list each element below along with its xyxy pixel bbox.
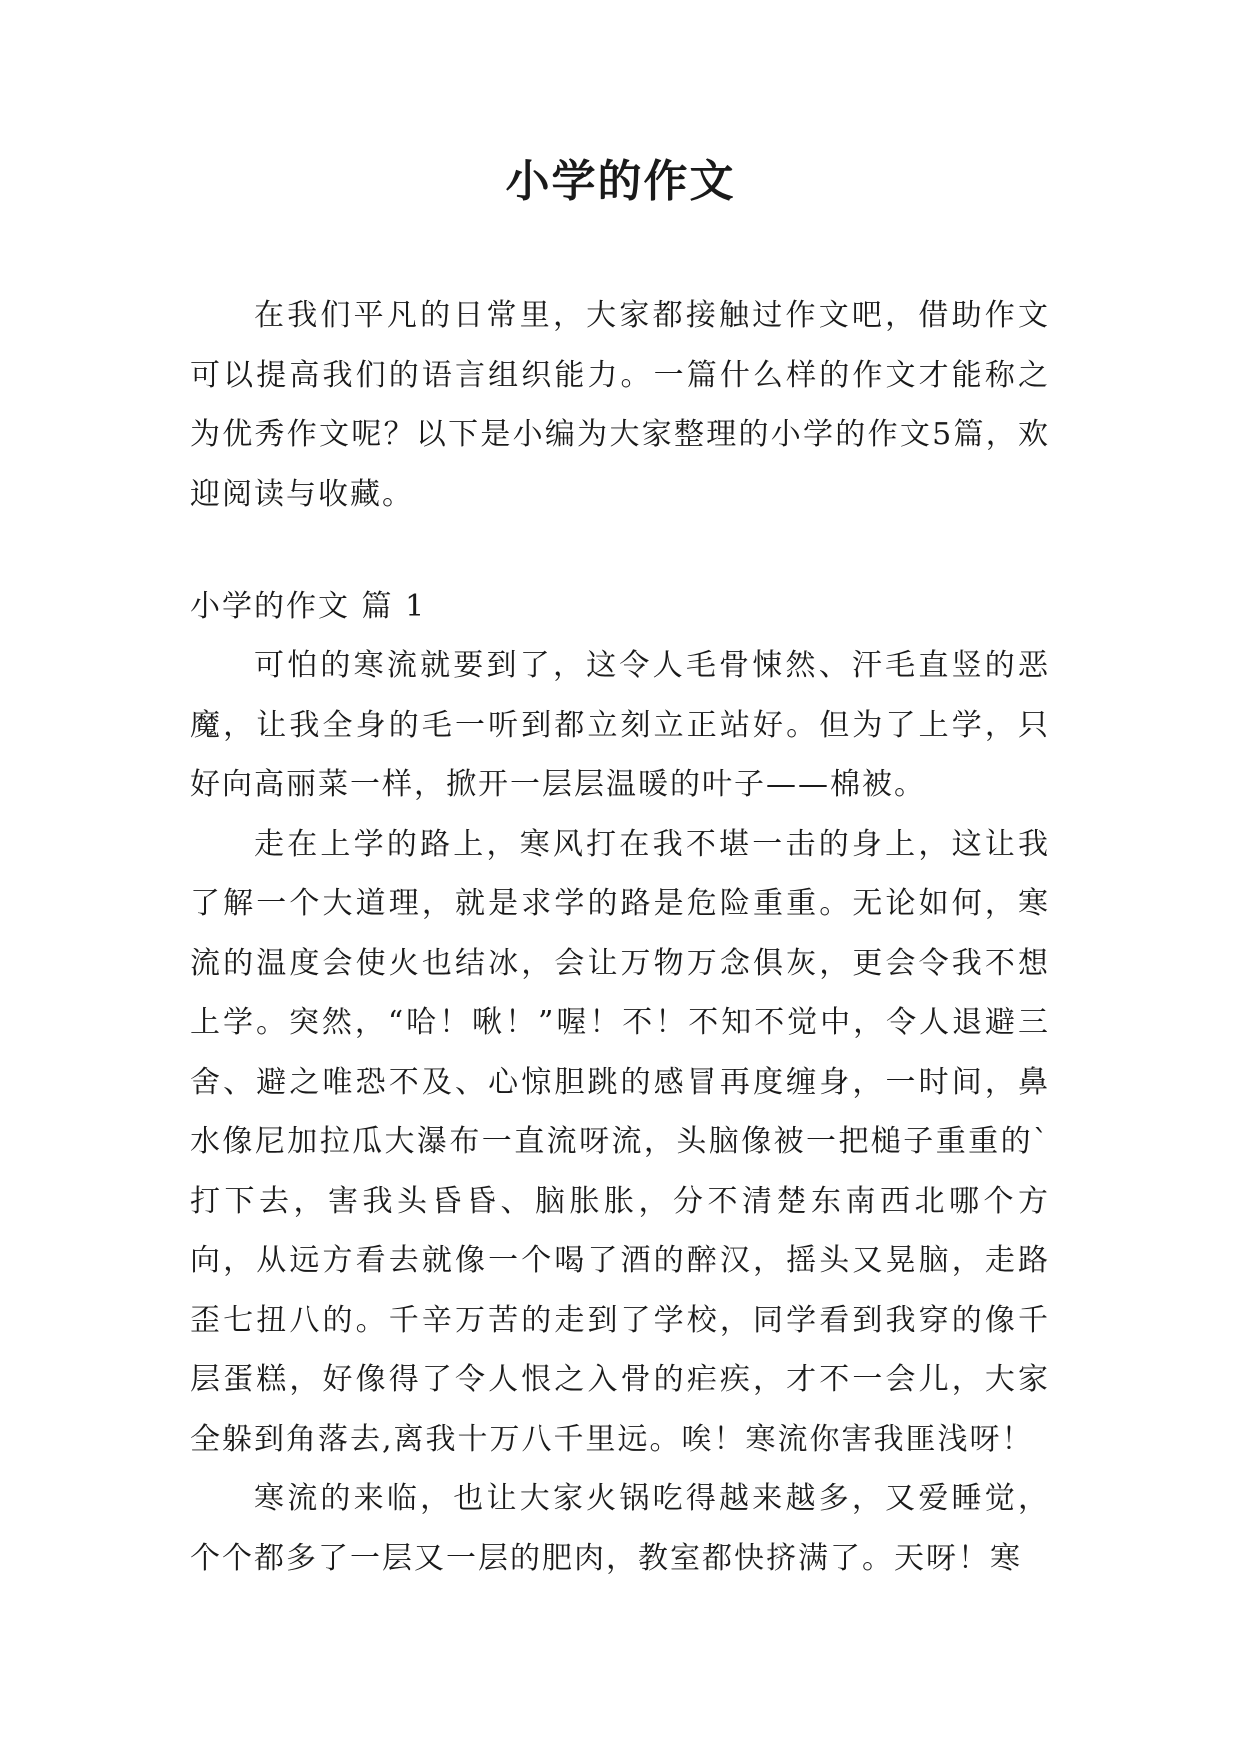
article-body	[190, 636, 1050, 1588]
article-paragraph-3: 寒流的来临，也让大家火锅吃得越来越多，又爱睡觉，个个都多了一层又一层的肥肉，教室都快挤满了。天呀！寒	[190, 1481, 1050, 1576]
article-paragraph-1: 可怕的寒流就要到了，这令人毛骨悚然、汗毛直竖的恶魔，让我全身的毛一听到都立刻立正站好。但为了上学，只好向高丽菜一样，掀开一层层温暖的叶子——棉被。	[190, 648, 1050, 802]
section-heading: 小学的作文 篇 1	[190, 589, 427, 624]
intro-block	[190, 286, 1050, 524]
article-paragraph-2: 走在上学的路上，寒风打在我不堪一击的身上，这让我了解一个大道理，就是求学的路是危险重重。无论如何，寒流的温度会使火也结冰，会让万物万念俱灰，更会令我不想上学。突然，“哈！啾！”喔！不！不知不觉中，令人退避三舍、避之唯恐不及、心惊胆跳的感冒再度缠身，一时间，鼻水像尼加拉瓜大瀑布一直流呀流，头脑像被一把槌子重重的`打下去，害我头昏昏、脑胀胀，分不清楚东南西北哪个方向，从远方看去就像一个喝了酒的醉汉，摇头又晃脑，走路歪七扭八的。千辛万苦的走到了学校，同学看到我穿的像千层蛋糕，好像得了令人恨之入骨的疟疾，才不一会儿，大家全躲到角落去,离我十万八千里远。唉！寒流你害我匪浅呀！	[190, 826, 1050, 1457]
document-title: 小学的作文	[505, 156, 736, 207]
intro-paragraph: 在我们平凡的日常里，大家都接触过作文吧，借助作文可以提高我们的语言组织能力。一篇什么样的作文才能称之为优秀作文呢？以下是小编为大家整理的小学的作文5篇，欢迎阅读与收藏。	[190, 298, 1050, 512]
